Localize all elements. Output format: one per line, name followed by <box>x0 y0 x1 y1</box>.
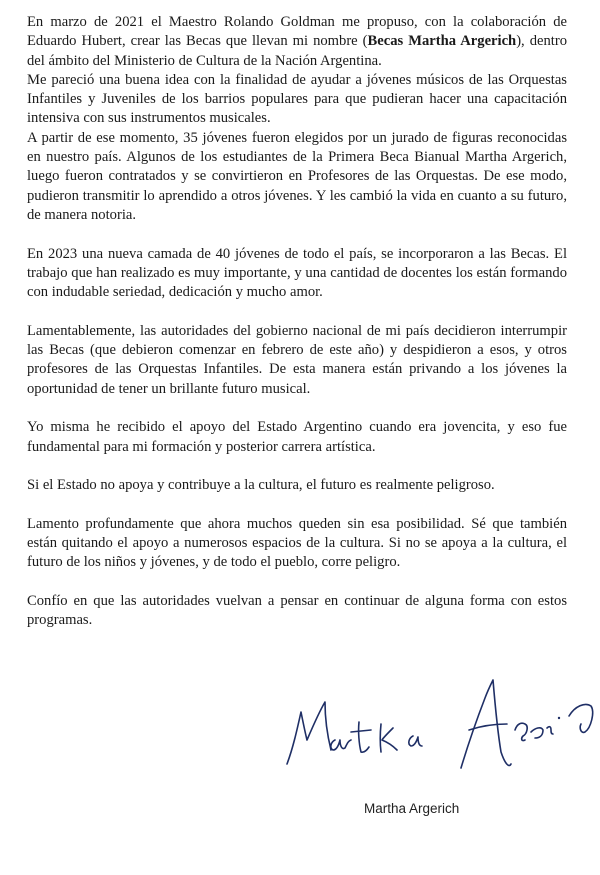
paragraph-becas-origin <box>27 13 567 71</box>
paragraph-closing-hope: Confío en que las autoridades vuelvan a pensar en continuar de alguna forma con estos programas. <box>27 592 567 629</box>
signer-name: Martha Argerich <box>364 801 460 816</box>
becas-name-emphasis: Becas Martha Argerich <box>367 33 517 50</box>
paragraph-becas-origin-lead: En marzo de 2021 el Maestro Rolando Goldman me propuso, con la colaboración de Eduardo Hubert, crear las Becas que llevan mi nombre ( <box>27 14 567 50</box>
paragraph-interruption: Lamentablemente, las autoridades del gobierno nacional de mi país decidieron interrumpir las Becas (que debieron comenzar en febrero de este año) y despidieron a esos, y otros profesores de las Orquestas Infantiles. De esta manera están privando a los jóvenes la oportunidad de tener un brillante futuro musical. <box>27 322 567 397</box>
paragraph-becas-origin-tail: ), dentro del ámbito del Ministerio de Cultura de la Nación Argentina. <box>27 33 567 69</box>
handwritten-signature <box>285 668 600 798</box>
paragraph-purpose: Me pareció una buena idea con la finalidad de ayudar a jóvenes músicos de las Orquestas Infantiles y Juveniles de los barrios populares para que pudieran hacer una capacitación intensiva con sus instrumentos musicales. <box>27 71 567 127</box>
paragraph-2023-cohort: En 2023 una nueva camada de 40 jóvenes de todo el país, se incorporaron a las Becas. El trabajo que han realizado es muy importante, y una cantidad de docentes los están formando con indudable seriedad, dedicación y mucho amor. <box>27 245 567 301</box>
paragraph-regret: Lamento profundamente que ahora muchos queden sin esa posibilidad. Sé que también están quitando el apoyo a numerosos espacios de la cultura. Si no se apoya a la cultura, el futuro de los niños y jóvenes, y de todo el pueblo, corre peligro. <box>27 515 567 571</box>
paragraph-state-culture: Si el Estado no apoya y contribuye a la cultura, el futuro es realmente peligroso. <box>27 477 495 494</box>
paragraph-personal-support: Yo misma he recibido el apoyo del Estado Argentino cuando era jovencita, y eso fue fundamental para mi formación y posterior carrera artística. <box>27 419 567 455</box>
paragraph-first-cohort: A partir de ese momento, 35 jóvenes fueron elegidos por un jurado de figuras reconocidas en nuestro país. Algunos de los estudiantes de la Primera Beca Bianual Martha Argerich, luego fueron contratados y se convirtieron en Profesores de las Orquestas. De ese modo, pudieron transmitir lo aprendido a otros jóvenes. Y les cambió la vida en cuanto a su futuro, de manera notoria. <box>27 129 567 223</box>
letter-body <box>27 13 567 631</box>
